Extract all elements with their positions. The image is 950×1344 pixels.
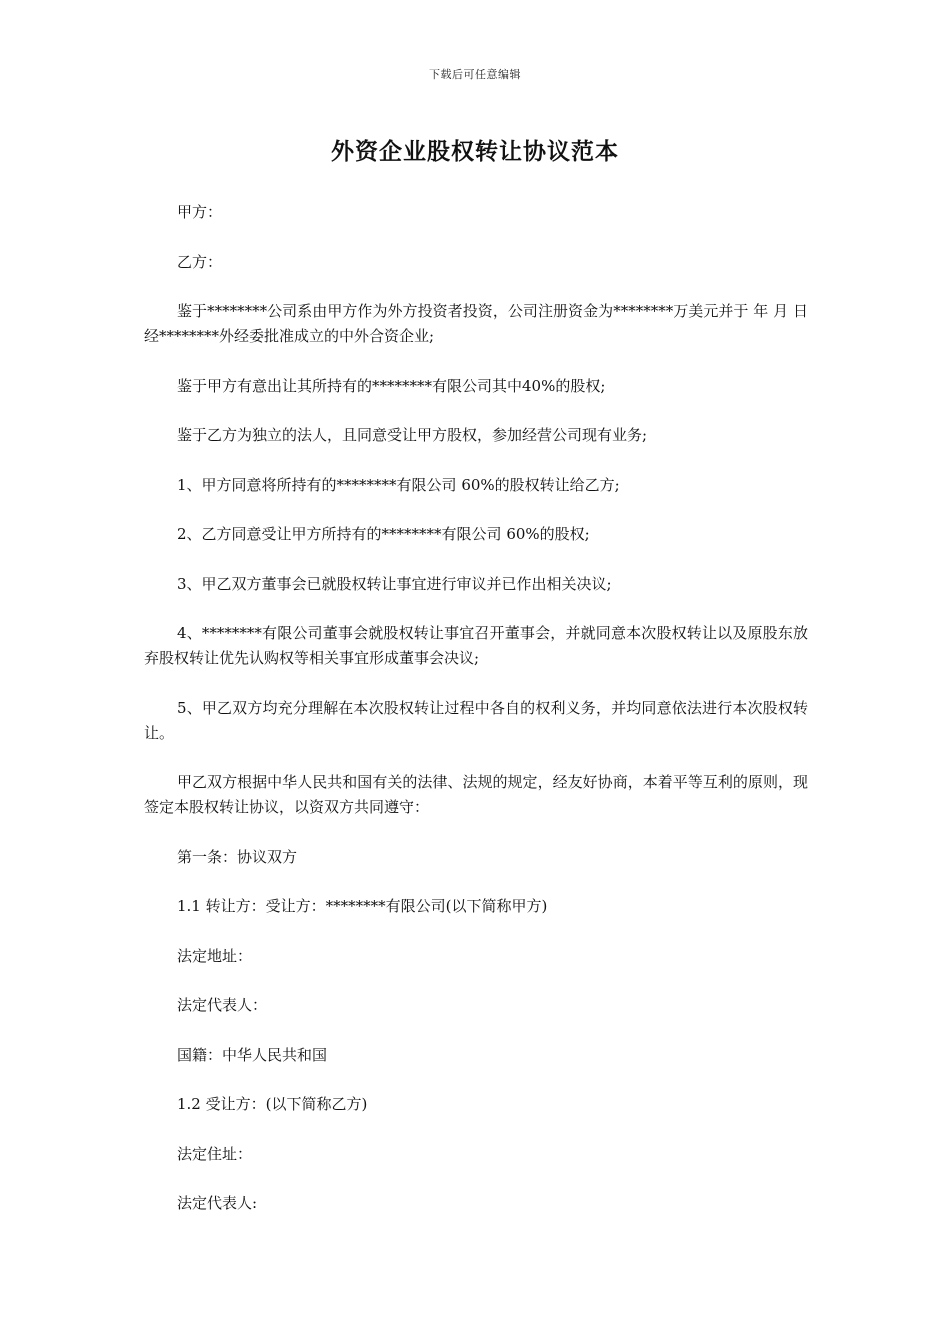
numbered-paragraph: 2、乙方同意受让甲方所持有的********有限公司 60%的股权; bbox=[177, 525, 590, 543]
clause-line: 1.1 转让方：受让方：********有限公司(以下简称甲方) bbox=[177, 897, 548, 915]
article-heading: 第一条：协议双方 bbox=[177, 847, 298, 866]
party-b-line: 乙方： bbox=[177, 252, 223, 271]
field-line: 法定代表人： bbox=[177, 996, 268, 1014]
recital-paragraph: 鉴于甲方有意出让其所持有的********有限公司其中40%的股权; bbox=[177, 376, 606, 395]
document-title: 外资企业股权转让协议范本 bbox=[331, 139, 619, 165]
numbered-paragraph: 3、甲乙双方董事会已就股权转让事宜进行审议并已作出相关决议; bbox=[177, 574, 612, 593]
header-note: 下载后可任意编辑 bbox=[429, 68, 521, 81]
numbered-paragraph: 5、甲乙双方均充分理解在本次股权转让过程中各自的权利义务，并均同意依法进行本次股权转让。 bbox=[144, 698, 808, 742]
preamble-paragraph: 甲乙双方根据中华人民共和国有关的法律、法规的规定，经友好协商，本着平等互利的原则，现签定本股权转让协议，以资双方共同遵守： bbox=[144, 773, 808, 816]
field-line: 国籍：中华人民共和国 bbox=[177, 1045, 328, 1064]
recital-paragraph: 鉴于乙方为独立的法人，且同意受让甲方股权，参加经营公司现有业务; bbox=[177, 426, 648, 444]
party-a-line: 甲方： bbox=[177, 203, 223, 221]
field-line: 法定代表人: bbox=[177, 1194, 258, 1212]
clause-line: 1.2 受让方：(以下简称乙方) bbox=[177, 1095, 368, 1113]
recital-paragraph: 鉴于********公司系由甲方作为外方投资者投资，公司注册资金为********万美元并于 年 月 日经********外经委批准成立的中外合资企业; bbox=[144, 302, 808, 345]
field-line: 法定地址： bbox=[177, 946, 253, 965]
field-line: 法定住址： bbox=[177, 1144, 253, 1163]
numbered-paragraph: 1、甲方同意将所持有的********有限公司 60%的股权转让给乙方; bbox=[177, 475, 620, 494]
numbered-paragraph: 4、********有限公司董事会就股权转让事宜召开董事会，并就同意本次股权转让以及原股东放弃股权转让优先认购权等相关事宜形成董事会决议; bbox=[144, 624, 808, 667]
document-body bbox=[144, 200, 808, 1241]
